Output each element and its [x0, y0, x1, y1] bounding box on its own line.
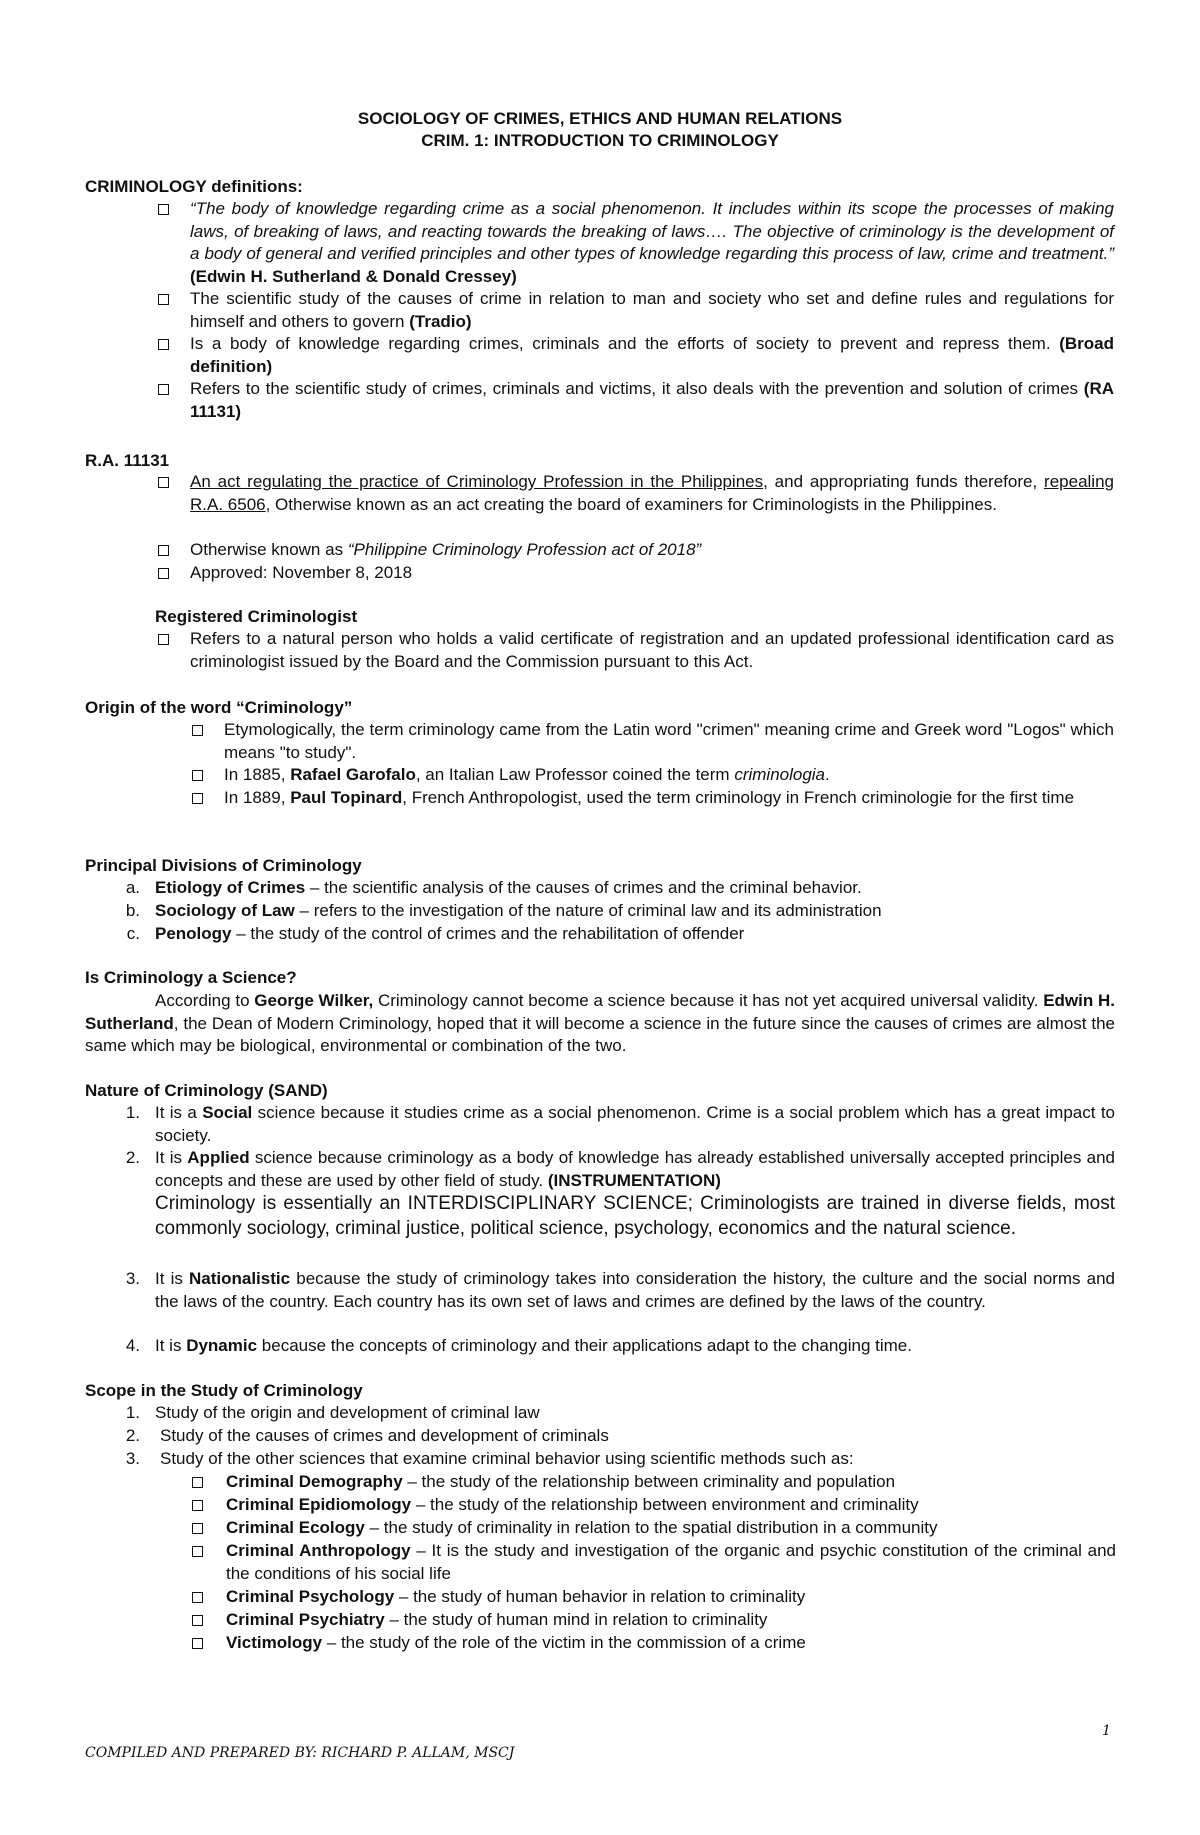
checkbox-icon: [192, 1500, 203, 1511]
footer-credit: COMPILED AND PREPARED BY: RICHARD P. ALLAM, MSCJ: [85, 1745, 515, 1761]
definition-quote: “The body of knowledge regarding crime as a social phenomenon. It includes within its scope the processes of making laws, of breaking of laws, and reacting towards the breaking of laws…. The objective of criminology is the development of a body of general and verified principles and other types of knowledge regarding this process of law, crime and treatment.”: [190, 199, 1114, 263]
science-text: , the Dean of Modern Criminology, hoped that it will become a science in the future since the causes of crimes are almost the same which may be biological, environmental or combination of the two.: [85, 1013, 1115, 1055]
document-subtitle: CRIM. 1: INTRODUCTION TO CRIMINOLOGY: [421, 131, 779, 150]
origin-year: In 1885,: [224, 765, 286, 784]
checkbox-icon: [158, 477, 169, 488]
checkbox-icon: [192, 1638, 203, 1649]
scope-subitem-desc: – the study of the role of the victim in the commission of a crime: [322, 1633, 806, 1652]
nature-term: Social: [202, 1103, 253, 1122]
checkbox-icon: [158, 545, 169, 556]
checkbox-icon: [192, 1523, 203, 1534]
scope-subitem-term: Criminal Psychology: [226, 1587, 395, 1606]
ra-known-as-title: “Philippine Criminology Profession act of 2018”: [347, 540, 702, 559]
checkbox-icon: [192, 793, 203, 804]
checkbox-icon: [158, 339, 169, 350]
nature-label: 1.: [125, 1103, 140, 1122]
checkbox-icon: [192, 1592, 203, 1603]
nature-label: 4.: [125, 1336, 140, 1355]
scope-text: Study of the other sciences that examine criminal behavior using scientific methods such as:: [160, 1449, 854, 1468]
nature-heading: Nature of Criminology (SAND): [85, 1081, 328, 1100]
origin-term: criminologia: [734, 765, 826, 784]
division-label: a.: [125, 878, 140, 897]
scope-subitem-desc: – It is the study and investigation of the organic and psychic constitution of the criminal and the conditions of his social life: [226, 1541, 1117, 1583]
division-desc: – the study of the control of crimes and the rehabilitation of offender: [231, 924, 745, 943]
nature-text: It is: [155, 1148, 182, 1167]
divisions-heading: Principal Divisions of Criminology: [85, 856, 362, 875]
nature-term: Dynamic: [186, 1336, 258, 1355]
nature-interdisciplinary: Criminology is essentially an INTERDISCIPLINARY SCIENCE; Criminologists are trained in diverse fields, most commonly sociology, criminal justice, political science, psychology, economics and the natural science.: [155, 1193, 1115, 1239]
nature-term: Nationalistic: [189, 1269, 291, 1288]
checkbox-icon: [192, 1546, 203, 1557]
ra-act-text: , and appropriating funds therefore,: [763, 472, 1038, 491]
nature-text: It is: [155, 1336, 182, 1355]
division-desc: – the scientific analysis of the causes of crimes and the criminal behavior.: [305, 878, 862, 897]
scope-subitem-desc: – the study of criminality in relation to the spatial distribution in a community: [364, 1518, 938, 1537]
scope-label: 2.: [125, 1426, 140, 1445]
division-term: Sociology of Law: [155, 901, 295, 920]
ra-act-title: An act regulating the practice of Criminology Profession in the Philippines: [190, 472, 764, 491]
nature-text: because the concepts of criminology and their applications adapt to the changing time.: [261, 1336, 912, 1355]
science-person: George Wilker,: [254, 991, 374, 1010]
scope-subitem-term: Criminal Epidiomology: [226, 1495, 412, 1514]
document-title: SOCIOLOGY OF CRIMES, ETHICS AND HUMAN RELATIONS: [357, 109, 843, 128]
definition-text: Refers to the scientific study of crimes, criminals and victims, it also deals with the prevention and solution of crimes: [190, 379, 1079, 398]
science-text: Criminology cannot become a science because it has not yet acquired universal validity.: [377, 991, 1039, 1010]
ra-act-text-2: , Otherwise known as an act creating the board of examiners for Criminologists in the Philippines.: [265, 494, 997, 514]
nature-term: (INSTRUMENTATION): [547, 1170, 721, 1190]
registered-text: Refers to a natural person who holds a valid certificate of registration and an updated professional identification card as criminologist issued by the Board and the Commission pursuant to this Act.: [190, 629, 1114, 671]
page-number: 1: [1102, 1723, 1111, 1739]
scope-label: 3.: [125, 1449, 140, 1468]
scope-text: Study of the origin and development of criminal law: [155, 1403, 540, 1422]
checkbox-icon: [192, 725, 203, 736]
origin-desc: , French Anthropologist, used the term criminology in French criminologie for the first time: [402, 788, 1075, 807]
nature-text: It is: [155, 1269, 183, 1288]
origin-year: In 1889,: [224, 788, 286, 807]
science-heading: Is Criminology a Science?: [85, 968, 297, 987]
definition-author: (Tradio): [409, 311, 472, 331]
scope-subitem-desc: – the study of the relationship between environment and criminality: [411, 1495, 919, 1514]
nature-text: It is a: [155, 1103, 197, 1122]
division-label: b.: [125, 901, 140, 920]
nature-label: 2.: [125, 1148, 140, 1167]
origin-heading: Origin of the word “Criminology”: [85, 698, 353, 717]
scope-text: Study of the causes of crimes and development of criminals: [160, 1426, 609, 1445]
ra-approved: Approved: November 8, 2018: [190, 563, 413, 582]
nature-label: 3.: [125, 1269, 140, 1288]
scope-subitem-term: Criminal Anthropology: [226, 1541, 411, 1560]
ra-known-as: Otherwise known as: [190, 540, 344, 559]
nature-text: because the study of criminology takes into consideration the history, the culture and the social norms and the laws of the country. Each country has its own set of laws and crimes are defined by the laws of the country.: [155, 1269, 1116, 1311]
ra-heading: R.A. 11131: [85, 451, 170, 470]
nature-text: science because it studies crime as a social phenomenon. Crime is a social problem which has a great impact to society.: [155, 1103, 1115, 1145]
ra-repeal: repealing R.A. 6506: [190, 472, 1114, 514]
nature-term: Applied: [187, 1148, 250, 1167]
scope-label: 1.: [125, 1403, 140, 1422]
checkbox-icon: [192, 1615, 203, 1626]
registered-heading: Registered Criminologist: [155, 607, 358, 626]
scope-subitem-desc: – the study of human mind in relation to criminality: [384, 1610, 768, 1629]
scope-subitem-term: Criminal Psychiatry: [226, 1610, 385, 1629]
checkbox-icon: [158, 568, 169, 579]
definition-author: (RA 11131): [190, 379, 1114, 421]
definition-author: (Broad definition): [190, 334, 1114, 376]
scope-subitem-desc: – the study of human behavior in relation to criminality: [394, 1587, 806, 1606]
scope-subitem-term: Criminal Demography: [226, 1472, 403, 1491]
checkbox-icon: [192, 1477, 203, 1488]
definitions-heading: CRIMINOLOGY definitions:: [85, 177, 303, 196]
origin-desc: , an Italian Law Professor coined the term: [415, 765, 730, 784]
checkbox-icon: [158, 634, 169, 645]
science-text: According to: [155, 991, 250, 1010]
division-term: Penology: [155, 924, 232, 943]
science-paragraph: [85, 990, 1115, 1058]
scope-subitem-term: Victimology: [226, 1633, 323, 1652]
checkbox-icon: [158, 294, 169, 305]
definition-text: The scientific study of the causes of crime in relation to man and society who set and define rules and regulations for himself and others to govern: [190, 289, 1114, 331]
origin-person: Rafael Garofalo: [290, 765, 416, 784]
division-label: c.: [126, 924, 140, 943]
science-person: Edwin H. Sutherland: [85, 991, 1115, 1033]
checkbox-icon: [192, 770, 203, 781]
checkbox-icon: [158, 384, 169, 395]
origin-etymology: Etymologically, the term criminology came from the Latin word "crimen" meaning crime and Greek word "Logos" which means "to study".: [224, 720, 1114, 762]
scope-subitem-term: Criminal Ecology: [226, 1518, 365, 1537]
division-desc: – refers to the investigation of the nature of criminal law and its administration: [294, 901, 882, 920]
division-term: Etiology of Crimes: [155, 878, 306, 897]
definition-text: Is a body of knowledge regarding crimes, criminals and the efforts of society to prevent and repress them.: [190, 334, 1051, 353]
scope-subitem-desc: – the study of the relationship between criminality and population: [402, 1472, 896, 1491]
definition-author: (Edwin H. Sutherland & Donald Cressey): [190, 266, 517, 286]
origin-person: Paul Topinard: [290, 788, 403, 807]
checkbox-icon: [158, 204, 169, 215]
nature-text: science because criminology as a body of knowledge has already established universally accepted principles and concepts and these are used by other field of study.: [155, 1148, 1115, 1190]
scope-heading: Scope in the Study of Criminology: [85, 1381, 363, 1400]
